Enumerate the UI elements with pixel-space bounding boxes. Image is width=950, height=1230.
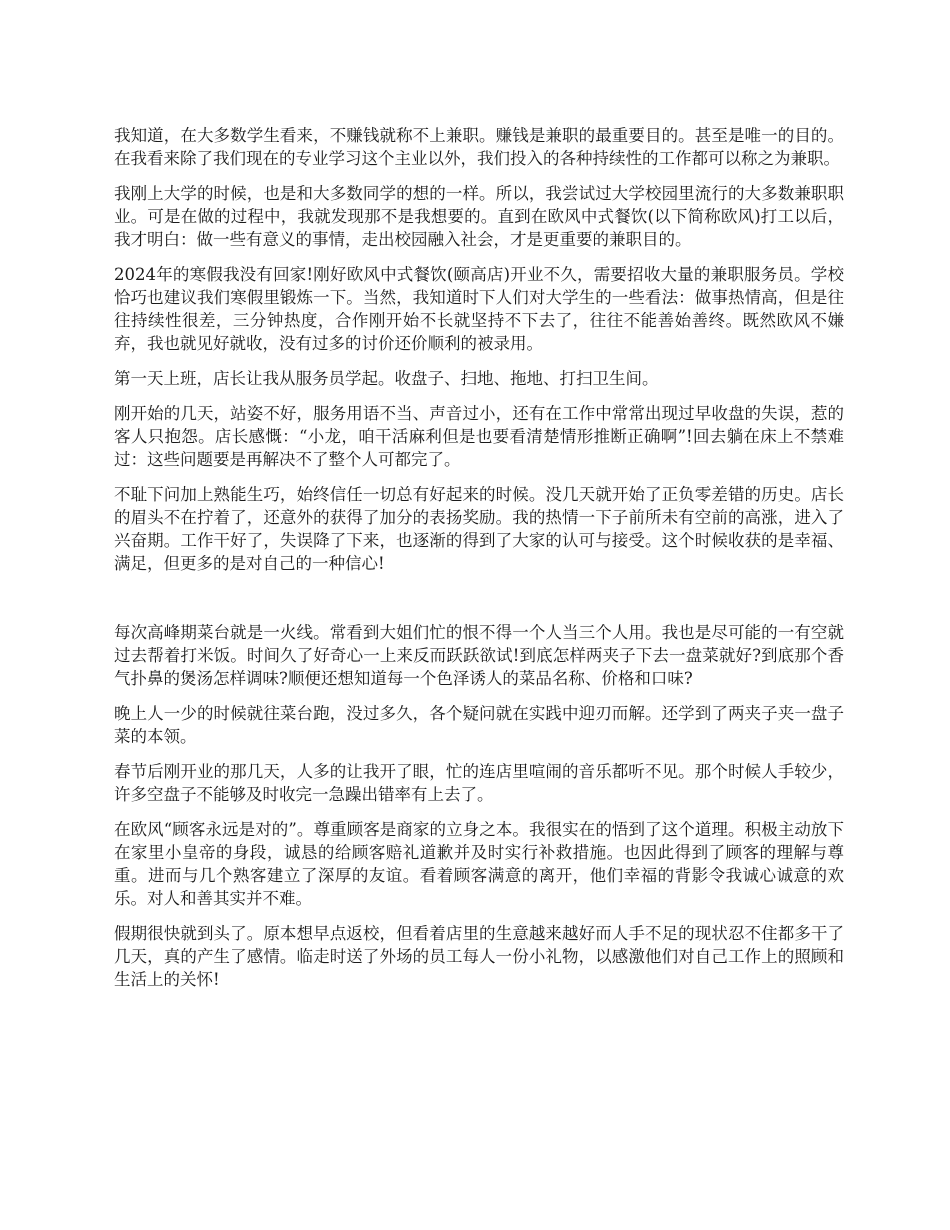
- paragraph-first-day: 第一天上班，店长让我从服务员学起。收盘子、扫地、拖地、打扫卫生间。: [114, 369, 659, 388]
- paragraph-intro: 我知道，在大多数学生看来，不赚钱就称不上兼职。赚钱是兼职的最重要目的。甚至是唯一的目的。在我看来除了我们现在的专业学习这个主业以外，我们投入的各种持续性的工作都可以称之为兼职。: [114, 126, 844, 168]
- paragraph-improvement: 不耻下问加上熟能生巧，始终信任一切总有好起来的时候。没几天就开始了正负零差错的历史。店长的眉头不在拧着了，还意外的获得了加分的表扬奖励。我的热情一下子前所未有空前的高涨，进入了兴奋期。工作干好了，失误降了下来，也逐渐的得到了大家的认可与接受。这个时候收获的是幸福、满足，但更多的是对自己的一种信心!: [114, 485, 844, 573]
- section-gap: [114, 587, 844, 621]
- paragraph-farewell: 假期很快就到头了。原本想早点返校，但看着店里的生意越来越好而人手不足的现状忍不住都多干了几天，真的产生了感情。临走时送了外场的员工每人一份小礼物，以感激他们对自己工作上的照顾和生活上的关怀!: [114, 924, 844, 989]
- paragraph-peak-hours: 每次高峰期菜台就是一火线。常看到大姐们忙的恨不得一个人当三个人用。我也是尽可能的一有空就过去帮着打米饭。时间久了好奇心一上来反而跃跃欲试!到底怎样两夹子下去一盘菜就好?到底那个香气扑鼻的煲汤怎样调味?顺便还想知道每一个色泽诱人的菜品名称、价格和口味?: [114, 623, 844, 688]
- document-page: [114, 124, 844, 1003]
- paragraph-early-days: 刚开始的几天，站姿不好，服务用语不当、声音过小，还有在工作中常常出现过早收盘的失误，惹的客人只抱怨。店长感慨：“小龙，咱干活麻利但是也要看清楚情形推断正确啊”!回去躺在床上不禁难过：这些问题要是再解决不了整个人可都完了。: [114, 404, 844, 469]
- paragraph-spring-festival: 春节后刚开业的那几天，人多的让我开了眼，忙的连店里喧闹的音乐都听不见。那个时候人手较少，许多空盘子不能够及时收完一急躁出错率有上去了。: [114, 762, 844, 804]
- paragraph-winter-break: 2024年的寒假我没有回家!刚好欧风中式餐饮(颐高店)开业不久，需要招收大量的兼职服务员。学校恰巧也建议我们寒假里锻炼一下。当然，我知道时下人们对大学生的一些看法：做事热情高，但是往往持续性很差，三分钟热度，合作刚开始不长就坚持不下去了，往往不能善始善终。既然欧风不嫌弃，我也就见好就收，没有过多的讨价还价顺利的被录用。: [114, 265, 844, 353]
- paragraph-customer-first: 在欧风“顾客永远是对的”。尊重顾客是商家的立身之本。我很实在的悟到了这个道理。积极主动放下在家里小皇帝的身段，诚恳的给顾客赔礼道歉并及时实行补救措施。也因此得到了顾客的理解与尊重。进而与几个熟客建立了深厚的友谊。看着顾客满意的离开，他们幸福的背影令我诚心诚意的欢乐。对人和善其实并不难。: [114, 820, 844, 908]
- paragraph-evening-learning: 晚上人一少的时候就往菜台跑，没过多久，各个疑问就在实践中迎刃而解。还学到了两夹子夹一盘子菜的本领。: [114, 704, 844, 746]
- paragraph-first-year: 我刚上大学的时候，也是和大多数同学的想的一样。所以，我尝试过大学校园里流行的大多数兼职职业。可是在做的过程中，我就发现那不是我想要的。直到在欧风中式餐饮(以下简称欧风)打工以后，我才明白：做一些有意义的事情，走出校园融入社会，才是更重要的兼职目的。: [114, 184, 844, 249]
